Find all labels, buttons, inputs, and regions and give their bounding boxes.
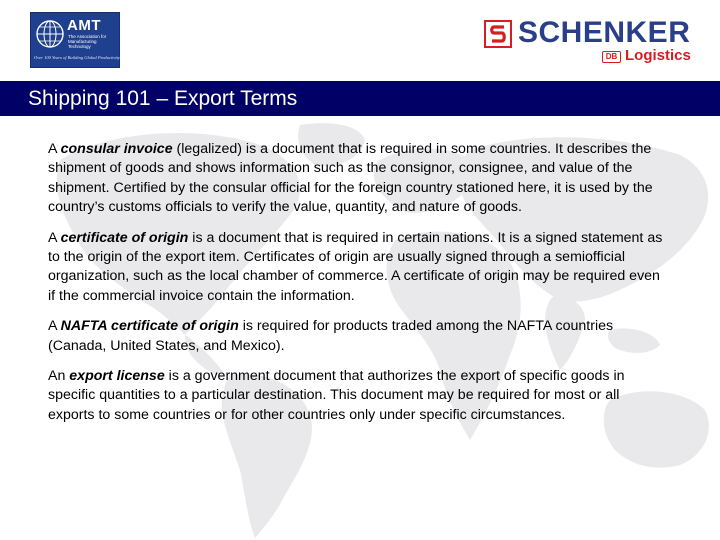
schenker-logo bbox=[484, 14, 720, 70]
paragraph-text: (legalized) is a document that is required in some countries. It describes the shipment of goods and shows information such as the consignor, consignee, and value of the shipment. Certified by the consular official for the foreign country stationed here, it is used by the country’s customs officials to verify the value, quantity, and nature of goods. bbox=[48, 141, 653, 216]
amt-logo-name: AMT bbox=[67, 17, 101, 34]
schenker-s-icon bbox=[484, 20, 512, 48]
content-body bbox=[48, 140, 668, 436]
paragraph-export-license bbox=[48, 367, 668, 425]
term-export-license: export license bbox=[69, 368, 165, 385]
paragraph-certificate-of-origin bbox=[48, 229, 668, 307]
amt-logo-subtitle: The Association for Manufacturing Technology bbox=[68, 34, 107, 49]
schenker-logo-division: Logistics bbox=[625, 47, 691, 64]
paragraph-consular-invoice bbox=[48, 140, 668, 218]
amt-logo bbox=[30, 12, 120, 68]
term-consular-invoice: consular invoice bbox=[60, 141, 173, 157]
globe-icon bbox=[35, 19, 65, 49]
paragraph-text: is a government document that authorizes the export of specific goods in specific quantities to a particular destination. This document may be required for most or all exports to some countries or for other countries only under specific circumstances. bbox=[48, 368, 625, 423]
schenker-logo-name: SCHENKER bbox=[518, 16, 691, 49]
db-badge: DB bbox=[602, 51, 621, 63]
paragraph-prefix: A bbox=[48, 229, 61, 246]
paragraph-prefix: An bbox=[48, 368, 70, 385]
paragraph-prefix: A bbox=[48, 318, 61, 335]
term-certificate-of-origin: certificate of origin bbox=[60, 229, 189, 246]
page-title: Shipping 101 – Export Terms bbox=[28, 87, 298, 110]
paragraph-text: is a document that is required in certain nations. It is a signed statement as to the origin of the export item. Certificates of origin are usually signed through a semiofficial organization, such as the local chamber of commerce. A certificate of origin may be required even if the commercial invoice contain the information. bbox=[48, 229, 663, 304]
paragraph-nafta-certificate bbox=[48, 317, 668, 356]
amt-logo-tagline: Over 100 Years of Building Global Productivity bbox=[34, 55, 120, 60]
term-nafta-certificate-of-origin: NAFTA certificate of origin bbox=[60, 318, 239, 335]
title-bar bbox=[0, 79, 720, 116]
paragraph-text: is required for products traded among the NAFTA countries (Canada, United States, and Mexico). bbox=[48, 318, 614, 354]
paragraph-prefix: A bbox=[48, 141, 61, 157]
